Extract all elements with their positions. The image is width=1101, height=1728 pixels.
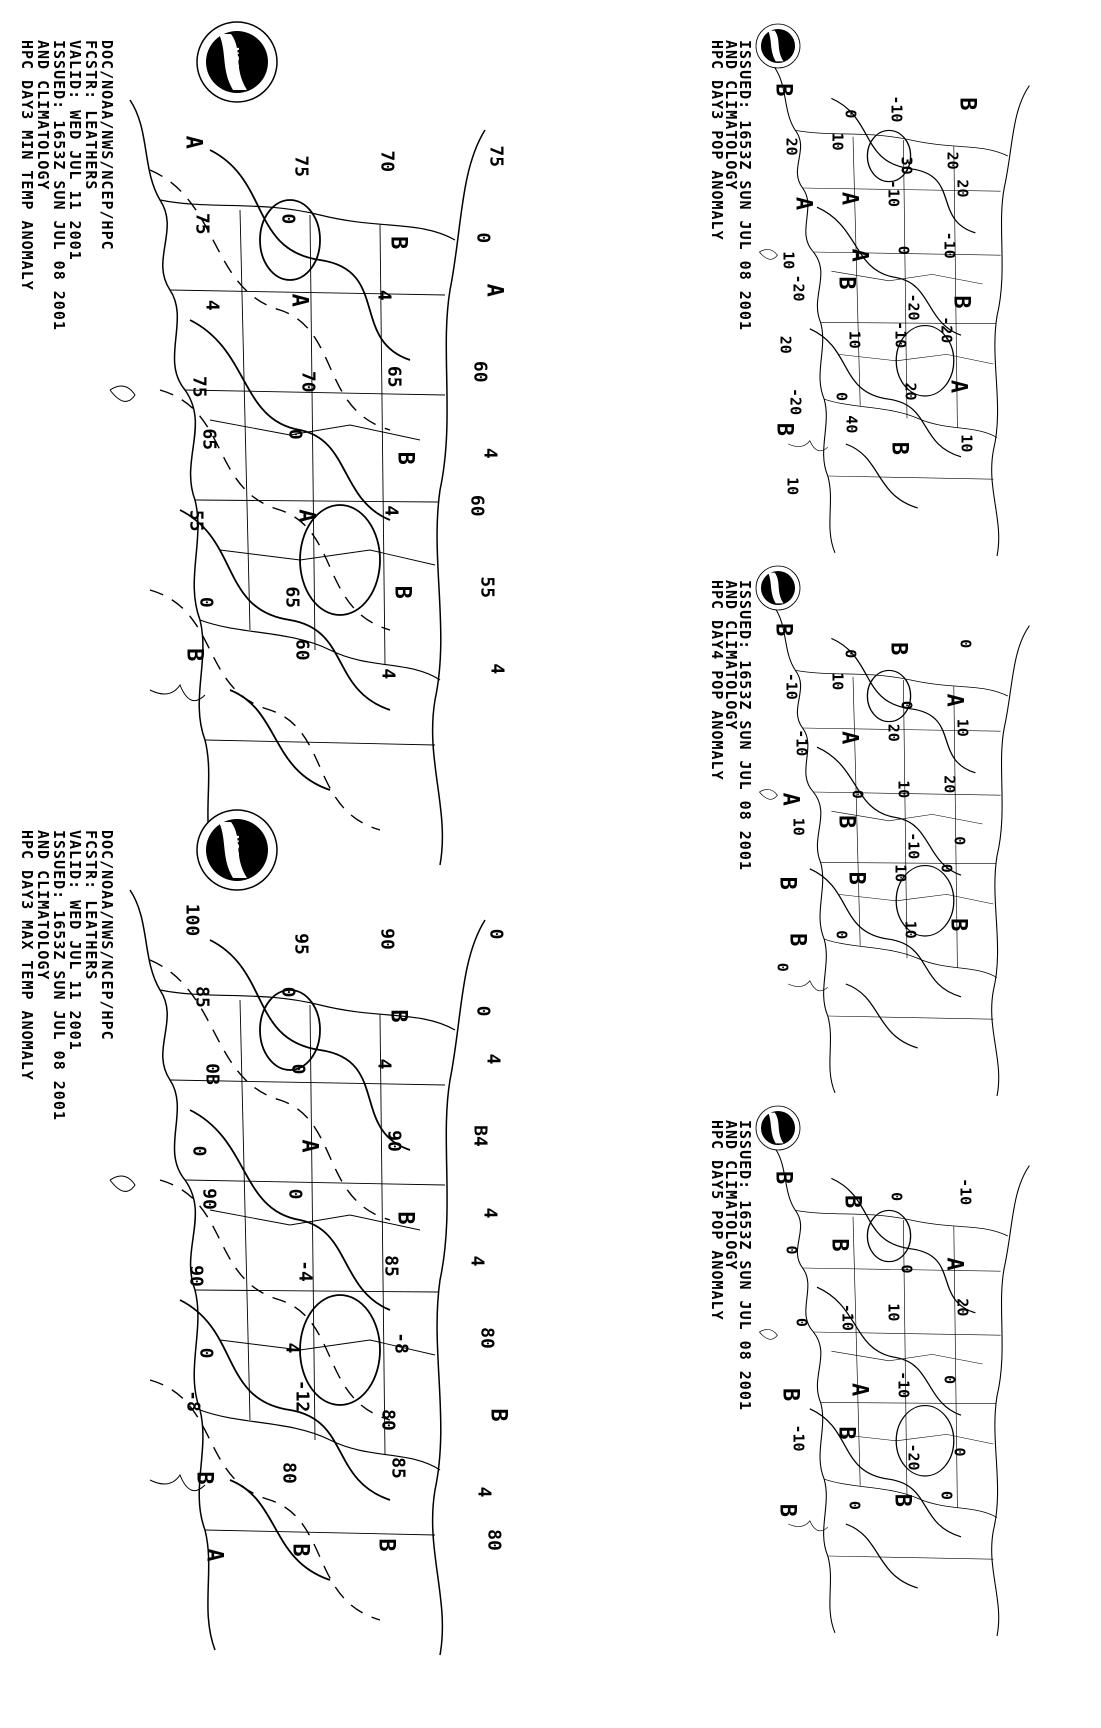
contour-label: 10 xyxy=(894,780,913,799)
contour-label: -20 xyxy=(937,316,956,344)
title-line: AND CLIMATOLOGY xyxy=(34,40,52,191)
contour-label: 0 xyxy=(950,1447,969,1457)
contour-label: 10 xyxy=(891,864,910,883)
contour-label: -10 xyxy=(792,729,811,757)
contour-label: -10 xyxy=(904,832,923,860)
contour-label: 85 xyxy=(387,1457,409,1479)
contour-label: 0 xyxy=(277,986,299,998)
contour-label: 0 xyxy=(832,930,851,940)
contour-label: 4 xyxy=(377,668,399,680)
contour-label: 4 xyxy=(380,505,402,517)
title-line: AND CLIMATOLOGY xyxy=(34,830,52,981)
contour-label: 70 xyxy=(376,150,398,173)
contour-label: 0 xyxy=(841,109,860,119)
contour-label: 0 xyxy=(940,1375,959,1385)
title-line: ISSUED: 1653Z SUN JUL 08 2001 xyxy=(50,830,68,1121)
contour-label: 0 xyxy=(792,1317,811,1327)
contour-label: 55 xyxy=(185,509,207,532)
high-anomaly-marker: A xyxy=(941,1257,967,1271)
low-anomaly-marker: B xyxy=(774,1503,800,1517)
noaa-logo xyxy=(197,810,277,890)
high-anomaly-marker: A xyxy=(296,1139,322,1153)
min-temp-contour-labels xyxy=(181,136,508,680)
low-anomaly-marker: B xyxy=(777,1388,803,1402)
contour-label: 4 xyxy=(466,1255,488,1267)
low-anomaly-marker: B xyxy=(833,276,859,290)
contour-label: 4 xyxy=(473,1486,495,1498)
title-line: ISSUED: 1653Z SUN JUL 08 2001 xyxy=(50,40,68,331)
contour-label: 90 xyxy=(198,1188,220,1210)
title-line: HPC DAY5 POP ANOMALY xyxy=(708,1120,726,1321)
low-anomaly-marker: B xyxy=(954,97,980,111)
title-line: ISSUED: 1653Z SUN JUL 08 2001 xyxy=(736,40,754,331)
contour-label: 90 xyxy=(376,928,398,950)
contour-label: 40 xyxy=(842,415,861,434)
contour-label: 65 xyxy=(281,586,303,609)
contour-label: 4 xyxy=(482,1053,504,1065)
contour-label: 95 xyxy=(290,933,312,955)
contour-label: 20 xyxy=(953,1298,972,1317)
high-anomaly-marker: A xyxy=(481,283,507,297)
low-anomaly-marker: B xyxy=(839,1195,865,1209)
contour-label: 20 xyxy=(782,137,801,156)
contour-label: 90 xyxy=(383,1130,405,1152)
contour-label: 0 xyxy=(937,863,956,873)
low-anomaly-marker: B xyxy=(945,918,971,932)
contour-label: 0 xyxy=(848,789,867,799)
contour-label: 85 xyxy=(380,1255,402,1277)
day5-pop-panel xyxy=(708,1106,1029,1636)
contour-label: -10 xyxy=(940,231,959,259)
low-anomaly-marker: B xyxy=(843,871,869,885)
title-line: ISSUED: 1653Z SUN JUL 08 2001 xyxy=(736,580,754,871)
contour-label: 0 xyxy=(897,1264,916,1274)
title-line: DOC/NOAA/NWS/NCEP/HPC xyxy=(98,830,116,1041)
contour-label: 0 xyxy=(950,836,969,846)
high-anomaly-marker: A xyxy=(790,196,816,211)
low-anomaly-marker: B xyxy=(373,1538,399,1552)
contour-label: 75 xyxy=(191,212,213,235)
title-line: HPC DAY3 POP ANOMALY xyxy=(708,40,726,241)
contour-label: B4 xyxy=(469,1125,491,1147)
title-line: AND CLIMATOLOGY xyxy=(722,40,740,191)
low-anomaly-marker: B xyxy=(770,623,796,637)
contour-label: 10 xyxy=(953,718,972,737)
high-anomaly-marker: A xyxy=(836,731,862,745)
low-anomaly-marker: B xyxy=(833,1426,859,1440)
low-anomaly-marker: B xyxy=(385,1009,411,1023)
title-line: VALID: WED JUL 11 2001 xyxy=(66,830,84,1051)
contour-label: 10 xyxy=(884,1303,903,1322)
title-line: FCSTR: LEATHERS xyxy=(82,40,100,191)
low-anomaly-marker: B xyxy=(770,1171,796,1185)
contour-label: 70 xyxy=(297,370,319,393)
high-anomaly-marker: A xyxy=(846,1383,872,1397)
contour-label: 0 xyxy=(894,245,913,255)
day3-pop-title-block xyxy=(708,40,754,331)
contour-label: 10 xyxy=(828,672,847,691)
title-line: HPC DAY3 MIN TEMP ANOMALY xyxy=(18,40,36,291)
low-anomaly-marker: B xyxy=(771,422,797,436)
noaa-logo xyxy=(756,24,800,68)
contour-label: 65 xyxy=(383,365,405,388)
contour-label: 20 xyxy=(776,335,795,354)
contour-label: 80 xyxy=(483,1529,505,1551)
noaa-logo-text: NOAA xyxy=(229,835,240,865)
contour-label: 0 xyxy=(195,1347,217,1359)
contour-label: 10 xyxy=(957,434,976,453)
low-anomaly-marker: B xyxy=(826,1238,852,1252)
contour-label: -20 xyxy=(786,388,805,416)
contour-label: 0 xyxy=(472,232,494,244)
low-anomaly-marker: B xyxy=(287,1543,313,1557)
contour-label: 65 xyxy=(198,428,220,451)
min-temp-panel xyxy=(18,22,508,865)
title-line: HPC DAY4 POP ANOMALY xyxy=(708,580,726,781)
contour-label: 0B xyxy=(201,1063,223,1085)
high-anomaly-marker: A xyxy=(286,293,312,307)
contour-label: 4 xyxy=(373,1058,395,1070)
day5-pop-title-block xyxy=(708,1120,754,1411)
contour-label: -20 xyxy=(904,293,923,321)
low-anomaly-marker: B xyxy=(833,815,859,829)
contour-label: -12 xyxy=(291,1379,313,1413)
day4-pop-panel xyxy=(708,566,1029,1096)
contour-label: 20 xyxy=(940,775,959,794)
contour-label: 4 xyxy=(281,1342,303,1354)
contour-label: 75 xyxy=(188,375,210,398)
contour-label: 85 xyxy=(191,986,213,1008)
contour-label: 0 xyxy=(841,649,860,659)
contour-label: -10 xyxy=(782,672,801,700)
low-anomaly-marker: B xyxy=(886,441,912,455)
low-anomaly-marker: B xyxy=(191,1471,217,1485)
contour-label: 80 xyxy=(278,1462,300,1484)
low-anomaly-marker: B xyxy=(485,1408,511,1422)
contour-label: -10 xyxy=(789,1424,808,1452)
contour-label: -20 xyxy=(904,1443,923,1471)
high-anomaly-marker: A xyxy=(836,191,862,206)
contour-label: 4 xyxy=(373,289,395,301)
contour-label: 0 xyxy=(277,213,299,225)
noaa-logo-text: NOAA xyxy=(229,47,240,77)
contour-label: 0 xyxy=(472,1005,494,1017)
contour-label: -8 xyxy=(182,1390,204,1412)
low-anomaly-marker: B xyxy=(784,933,810,947)
contour-label: 4 xyxy=(479,1207,501,1219)
contour-label: 10 xyxy=(783,477,802,496)
contour-label: 90 xyxy=(185,1265,207,1287)
contour-label: 0 xyxy=(887,1192,906,1202)
contour-label: 20 xyxy=(901,382,920,401)
contour-label: 10 xyxy=(901,920,920,939)
high-anomaly-marker: A xyxy=(180,135,206,149)
contour-label: -10 xyxy=(894,1371,913,1399)
low-anomaly-marker: B xyxy=(389,585,415,599)
contour-label: -8 xyxy=(390,1332,412,1354)
title-line: ISSUED: 1653Z SUN JUL 08 2001 xyxy=(736,1120,754,1411)
noaa-logo xyxy=(756,1106,800,1150)
day4-pop-title-block xyxy=(708,580,754,871)
contour-label: 0 xyxy=(937,1490,956,1500)
max-temp-panel xyxy=(18,810,511,1655)
low-anomaly-marker: B xyxy=(392,1211,418,1225)
title-line: AND CLIMATOLOGY xyxy=(722,1120,740,1271)
contour-label: -10 xyxy=(887,95,906,123)
title-line: DOC/NOAA/NWS/NCEP/HPC xyxy=(98,40,116,251)
contour-label: 0 xyxy=(195,596,217,608)
low-anomaly-marker: B xyxy=(774,876,800,890)
contour-label: 0 xyxy=(188,1145,210,1157)
contour-label: 0 xyxy=(773,962,792,972)
low-anomaly-marker: B xyxy=(948,295,974,309)
contour-label: 30 xyxy=(897,156,916,175)
high-anomaly-marker: A xyxy=(777,792,803,806)
noaa-logo xyxy=(756,566,800,610)
contour-label: -10 xyxy=(956,1178,975,1206)
contour-label: 10 xyxy=(789,817,808,836)
contour-label: 60 xyxy=(291,638,313,661)
low-anomaly-marker: B xyxy=(385,236,411,250)
contour-label: 60 xyxy=(466,494,488,517)
contour-label: -10 xyxy=(838,1303,857,1331)
contour-label: 75 xyxy=(290,155,312,178)
contour-label: 20 xyxy=(953,179,972,198)
contour-label: -10 xyxy=(891,321,910,349)
contour-label: 55 xyxy=(476,576,498,599)
contour-label: 4 xyxy=(479,447,501,459)
min-temp-title-block xyxy=(18,40,116,331)
contour-label: -10 xyxy=(884,179,903,207)
contour-label: 0 xyxy=(845,1500,864,1510)
contour-label: 4 xyxy=(486,663,508,675)
low-anomaly-marker: B xyxy=(885,642,911,656)
contour-label: 0 xyxy=(956,639,975,649)
contour-label: 100 xyxy=(181,903,203,937)
contour-label: 20 xyxy=(943,151,962,170)
contour-label: 0 xyxy=(284,428,306,440)
noaa-logo xyxy=(197,22,277,102)
day5-pop-contour-labels xyxy=(771,1171,975,1517)
contour-label: 0 xyxy=(832,392,851,402)
contour-label: 80 xyxy=(377,1409,399,1431)
title-line: VALID: WED JUL 11 2001 xyxy=(66,40,84,261)
high-anomaly-marker: A xyxy=(293,509,319,523)
day4-pop-contour-labels xyxy=(771,623,975,972)
high-anomaly-marker: A xyxy=(201,1548,227,1562)
high-anomaly-marker: A xyxy=(945,379,971,394)
contour-label: 0 xyxy=(485,928,507,940)
contour-label: 75 xyxy=(485,145,507,168)
contour-label: 0 xyxy=(284,1188,306,1200)
contour-label: 60 xyxy=(469,360,491,383)
low-anomaly-marker: B xyxy=(392,451,418,465)
contour-label: 10 xyxy=(828,132,847,151)
contour-label: 0 xyxy=(897,700,916,710)
contour-label: -20 xyxy=(789,274,808,302)
contour-label: 0 xyxy=(287,1063,309,1075)
contour-label: 80 xyxy=(476,1327,498,1349)
title-line: HPC DAY3 MAX TEMP ANOMALY xyxy=(18,830,36,1081)
low-anomaly-marker: B xyxy=(889,1493,915,1507)
day3-pop-panel xyxy=(708,24,1029,556)
contour-label: 20 xyxy=(884,723,903,742)
title-line: AND CLIMATOLOGY xyxy=(722,580,740,731)
title-line: FCSTR: LEATHERS xyxy=(82,830,100,981)
contour-label: 4 xyxy=(201,299,223,311)
contour-label: -4 xyxy=(294,1260,316,1282)
high-anomaly-marker: A xyxy=(941,693,967,707)
contour-label: 10 xyxy=(845,330,864,349)
low-anomaly-marker: B xyxy=(770,83,796,97)
contour-label: 0 xyxy=(782,1245,801,1255)
max-temp-title-block xyxy=(18,830,116,1121)
high-anomaly-marker: A xyxy=(846,248,872,262)
contour-label: 10 xyxy=(779,251,798,270)
low-anomaly-marker: B xyxy=(181,648,207,662)
